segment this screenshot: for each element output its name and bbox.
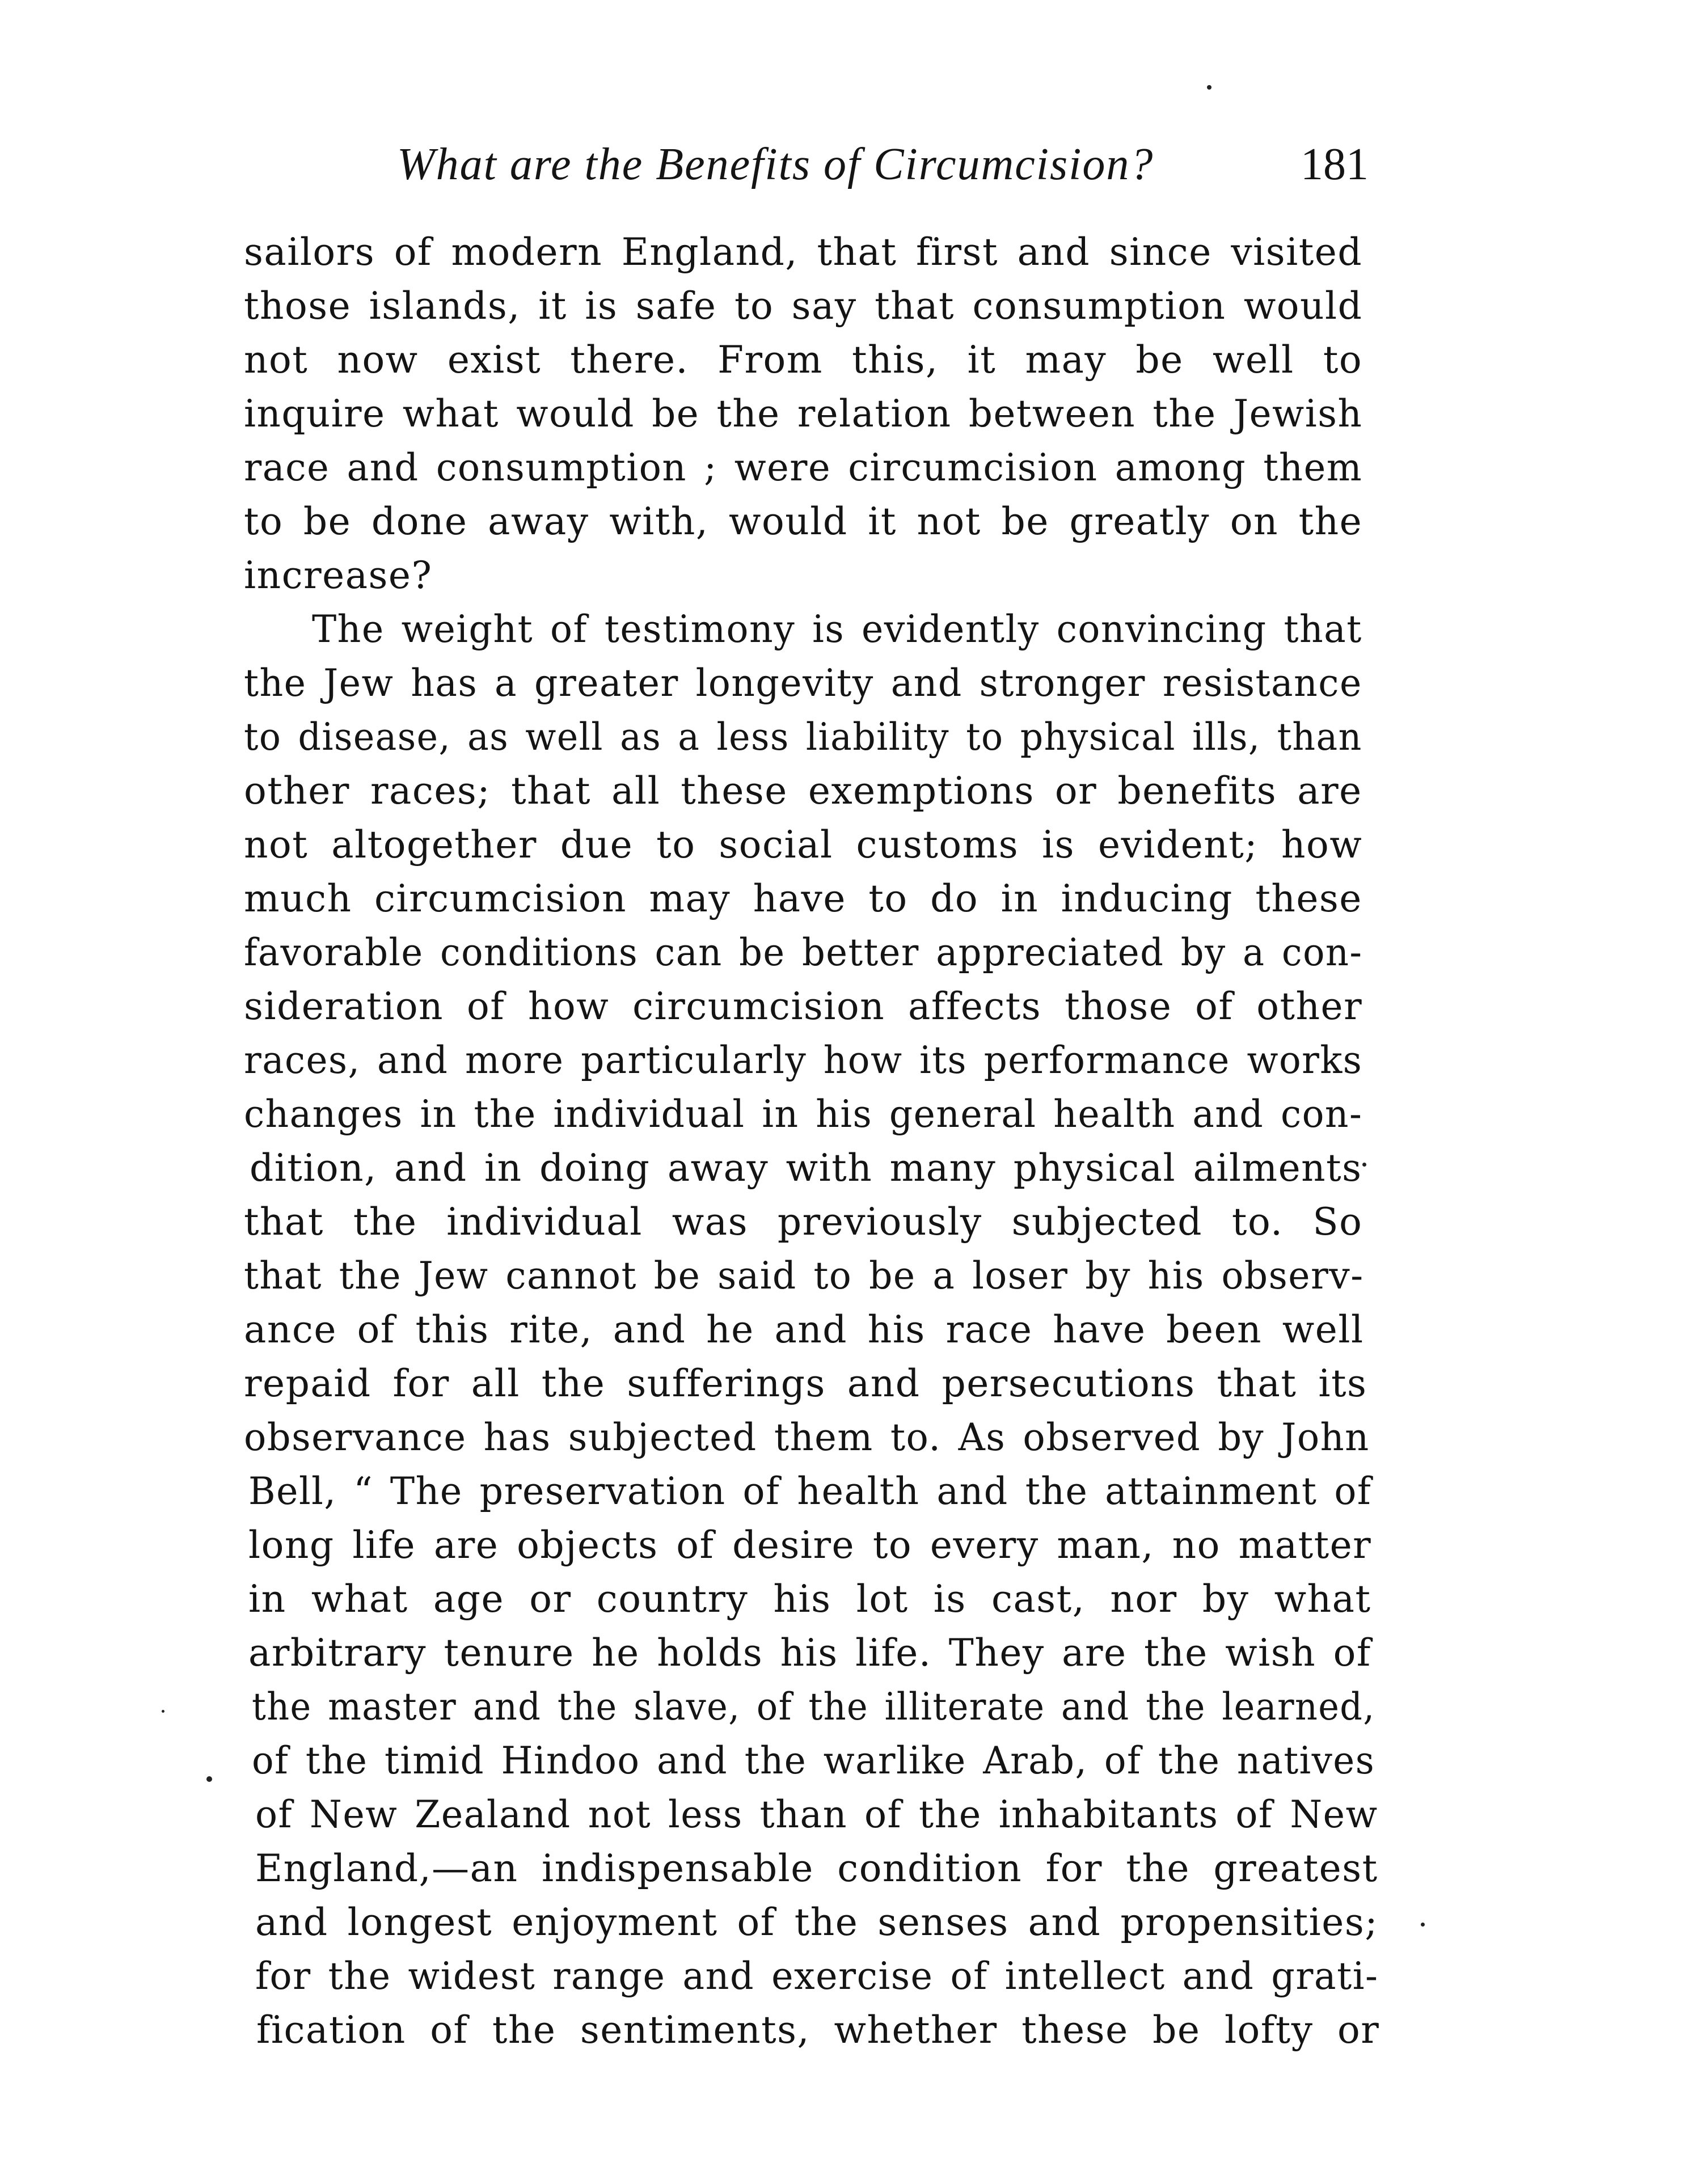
text-line: races, and more particularly how its performance works xyxy=(244,1038,1363,1082)
text-line: long life are objects of desire to every man, no matter xyxy=(248,1523,1372,1567)
page-header xyxy=(397,139,1369,201)
text-line: Bell, “ The preservation of health and the attainment of xyxy=(248,1469,1372,1513)
text-line: to be done away with, would it not be greatly on the xyxy=(244,500,1363,543)
text-line: not altogether due to social customs is evident; how xyxy=(244,823,1363,867)
scan-speck xyxy=(1421,1923,1425,1927)
text-line: increase? xyxy=(244,554,433,597)
scan-speck xyxy=(1362,1163,1366,1167)
text-line: of the timid Hindoo and the warlike Arab, of the natives xyxy=(252,1739,1375,1782)
scan-speck xyxy=(162,1710,164,1713)
text-line: to disease, as well as a less liability to physical ills, than xyxy=(244,715,1362,759)
text-line: England,—an indispensable condition for the greatest xyxy=(255,1847,1378,1890)
text-line: those islands, it is safe to say that consumption would xyxy=(244,284,1363,328)
text-line: of New Zealand not less than of the inhabitants of New xyxy=(255,1793,1378,1836)
text-line: The weight of testimony is evidently convincing that xyxy=(312,607,1362,651)
text-line: dition, and in doing away with many physical ailments xyxy=(250,1146,1362,1190)
text-line: much circumcision may have to do in inducing these xyxy=(244,877,1362,920)
text-line: in what age or country his lot is cast, nor by what xyxy=(248,1577,1371,1621)
text-line: and longest enjoyment of the senses and propensities; xyxy=(255,1900,1378,1944)
text-line: sideration of how circumcision affects those of other xyxy=(244,985,1363,1028)
page-number: 181 xyxy=(1301,140,1369,189)
text-line: other races; that all these exemptions or benefits are xyxy=(244,769,1362,813)
text-line: for the widest range and exercise of intellect and grati- xyxy=(255,1954,1379,1998)
text-line: not now exist there. From this, it may be well to xyxy=(244,338,1363,382)
text-line: inquire what would be the relation between the Jewish xyxy=(244,392,1363,436)
running-title: What are the Benefits of Circumcision? xyxy=(397,140,1154,189)
text-line: fication of the sentiments, whether these be lofty or xyxy=(256,2008,1380,2052)
text-line: that the Jew cannot be said to be a loser by his observ- xyxy=(244,1254,1364,1298)
text-line: sailors of modern England, that first and since visited xyxy=(244,230,1363,274)
text-line: the master and the slave, of the illiterate and the learned, xyxy=(252,1685,1375,1729)
text-line: favorable conditions can be better appreciated by a con- xyxy=(244,931,1363,974)
text-line: the Jew has a greater longevity and stronger resistance xyxy=(244,661,1362,705)
scan-speck xyxy=(1207,85,1211,90)
text-line: changes in the individual in his general health and con- xyxy=(244,1092,1363,1136)
text-line: observance has subjected them to. As observed by John xyxy=(244,1416,1370,1459)
text-line: that the individual was previously subjected to. So xyxy=(244,1200,1363,1244)
text-line: arbitrary tenure he holds his life. They are the wish of xyxy=(248,1631,1371,1675)
scan-speck xyxy=(206,1776,212,1782)
text-line: repaid for all the sufferings and persecutions that its xyxy=(244,1362,1367,1405)
text-line: ance of this rite, and he and his race have been well xyxy=(244,1308,1364,1351)
text-line: race and consumption ; were circumcision among them xyxy=(244,446,1363,489)
